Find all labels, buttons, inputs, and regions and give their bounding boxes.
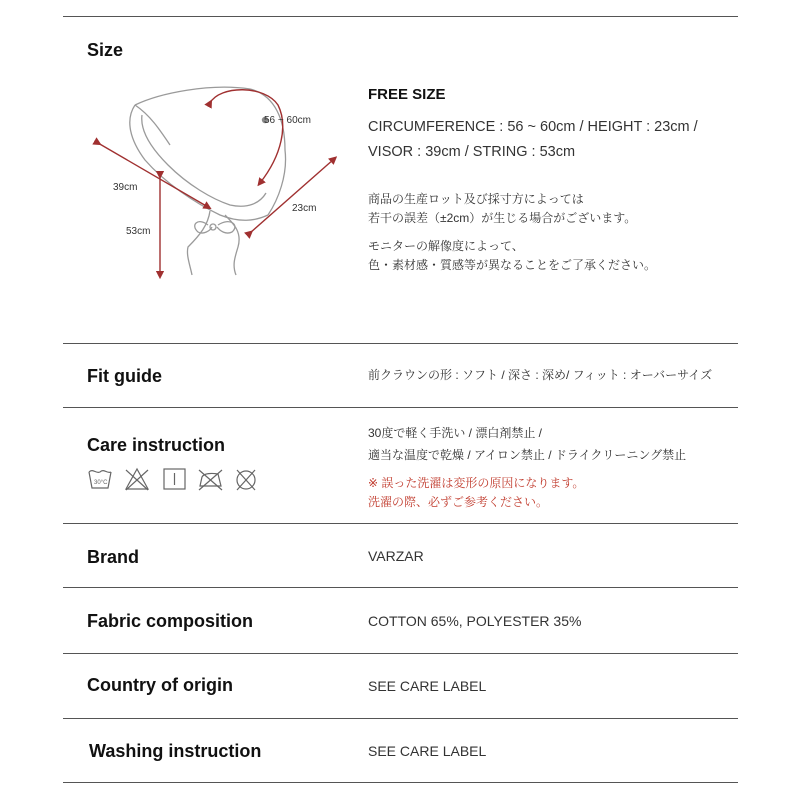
circumference-label: 56 ~ 60cm <box>264 115 311 126</box>
care-instruction-title: Care instruction <box>87 435 226 455</box>
brand-value: VARZAR <box>368 548 424 564</box>
care-warning <box>368 474 584 512</box>
monitor-note-line-1: モニターの解像度によって、 <box>368 239 524 253</box>
divider-brand <box>63 587 738 588</box>
height-label: 23cm <box>292 203 317 214</box>
fit-guide-value: 前クラウンの形 : ソフト / 深さ : 深め/ フィット : オーバーサイズ <box>368 368 713 382</box>
measurement-note <box>368 190 636 228</box>
fabric-composition-title: Fabric composition <box>87 611 254 631</box>
no-iron-icon <box>199 470 222 490</box>
dry-icon <box>164 469 185 489</box>
divider-top <box>63 16 738 17</box>
visor-label: 39cm <box>113 182 138 193</box>
free-size-label: FREE SIZE <box>368 86 446 103</box>
washing-instruction-title: Washing instruction <box>89 741 262 761</box>
measurement-note-line-2: 若干の誤差（±2cm）が生じる場合がございます。 <box>368 211 637 225</box>
divider-origin <box>63 718 738 719</box>
no-dry-clean-icon <box>237 470 255 490</box>
divider-bottom <box>63 782 738 783</box>
country-of-origin-title: Country of origin <box>87 675 233 695</box>
no-bleach-icon <box>126 469 148 490</box>
divider-care <box>63 523 738 524</box>
dimensions-line-1: CIRCUMFERENCE : 56 ~ 60cm / HEIGHT : 23cm / <box>368 119 698 135</box>
care-warning-line-1: ※ 誤った洗濯は変形の原因になります。 <box>368 476 585 490</box>
divider-fabric <box>63 653 738 654</box>
brand-title: Brand <box>87 547 140 567</box>
care-icons <box>87 464 267 494</box>
dimensions-line-2: VISOR : 39cm / STRING : 53cm <box>368 144 576 160</box>
monitor-note-line-2: 色・素材感・質感等が異なることをご了承ください。 <box>368 258 657 272</box>
bonnet-size-diagram <box>90 75 340 290</box>
washing-instruction-value: SEE CARE LABEL <box>368 743 487 759</box>
height-arrow <box>250 159 334 233</box>
circumference-arc <box>210 90 283 183</box>
divider-size <box>63 343 738 344</box>
wash-temperature-label: 30°C <box>94 480 108 486</box>
care-line-2: 適当な温度で乾燥 / アイロン禁止 / ドライクリーニング禁止 <box>368 448 687 462</box>
divider-fit <box>63 407 738 408</box>
string-label: 53cm <box>126 226 151 237</box>
fabric-composition-value: COTTON 65%, POLYESTER 35% <box>368 613 582 629</box>
size-section-title: Size <box>87 40 124 60</box>
visor-arrow <box>98 143 208 207</box>
hand-wash-30-icon <box>89 471 111 488</box>
monitor-note <box>368 237 656 275</box>
measurement-note-line-1: 商品の生産ロット及び採寸方によっては <box>368 192 584 206</box>
size-dimensions <box>368 115 698 165</box>
care-instruction-text <box>368 424 686 465</box>
care-line-1: 30度で軽く手洗い / 漂白剤禁止 / <box>368 426 543 440</box>
country-of-origin-value: SEE CARE LABEL <box>368 678 487 694</box>
care-warning-line-2: 洗濯の際、必ずご参考ください。 <box>368 495 549 509</box>
fit-guide-title: Fit guide <box>87 366 162 386</box>
